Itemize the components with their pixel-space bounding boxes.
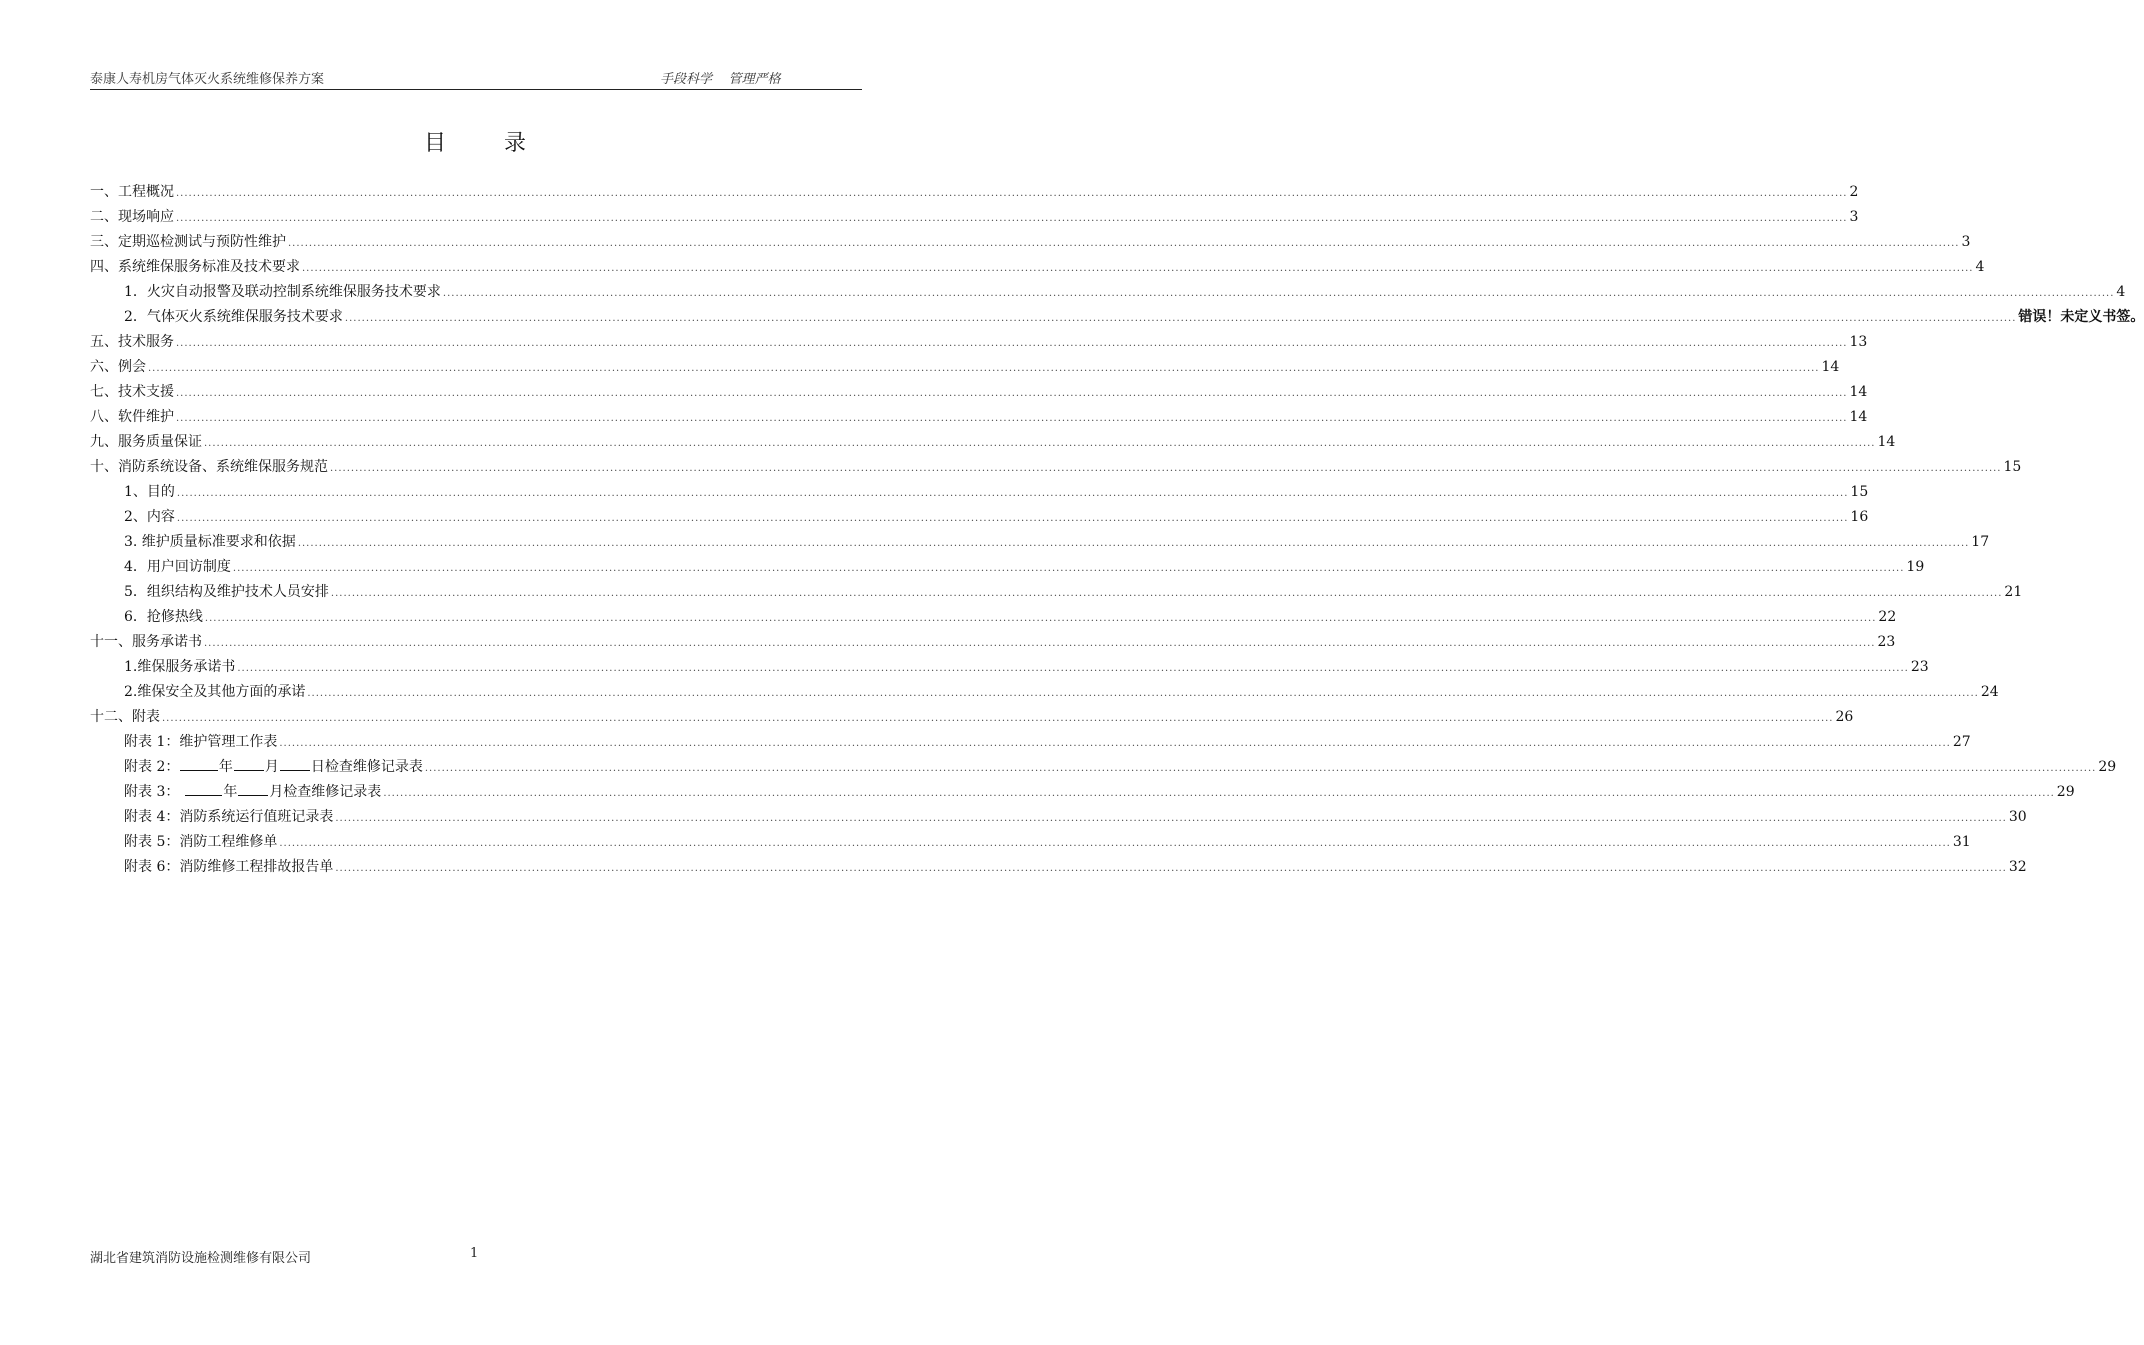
toc-entry[interactable] xyxy=(90,830,1971,855)
toc-entry[interactable] xyxy=(90,805,2027,830)
toc-page-number: 23 xyxy=(1910,659,1929,675)
toc-entry-text: 八、软件维护 xyxy=(90,409,174,425)
toc-entry-text: 2、内容 xyxy=(124,509,175,525)
toc-page-number: 23 xyxy=(1877,634,1896,650)
toc-entry[interactable] xyxy=(90,755,2117,780)
toc-page-number: 14 xyxy=(1877,434,1896,450)
toc-error-message: 错误！未定义书签。 xyxy=(2018,309,2144,325)
toc-page-number: 30 xyxy=(2008,809,2027,825)
toc-entry[interactable] xyxy=(90,330,1868,355)
toc-entry[interactable] xyxy=(90,430,1896,455)
toc-dot-leader: ................................................................................................................................................................................................................................................................................................................................................................................................................ xyxy=(204,638,1876,649)
toc-entry-text: 附表 4：消防系统运行值班记录表 xyxy=(124,809,334,825)
toc-entry[interactable] xyxy=(90,780,2075,805)
toc-entry[interactable] xyxy=(90,705,1854,730)
toc-dot-leader: ................................................................................................................................................................................................................................................................................................................................................................................................................ xyxy=(330,588,2003,599)
toc-dot-leader: ................................................................................................................................................................................................................................................................................................................................................................................................................ xyxy=(279,738,1951,749)
toc-dot-leader: ................................................................................................................................................................................................................................................................................................................................................................................................................ xyxy=(232,563,1905,574)
toc-dot-leader: ................................................................................................................................................................................................................................................................................................................................................................................................................ xyxy=(176,188,1848,199)
toc-page-number: 14 xyxy=(1849,409,1868,425)
toc-entry-text: 1、目的 xyxy=(124,484,175,500)
toc-page-number: 32 xyxy=(2008,859,2027,875)
toc-entry[interactable] xyxy=(90,530,1990,555)
toc-dot-leader: ................................................................................................................................................................................................................................................................................................................................................................................................................ xyxy=(176,513,1849,524)
toc-entry[interactable] xyxy=(90,205,1859,230)
toc-entry-text: 附表 2： 年 月 日检查维修记录表 xyxy=(124,755,423,780)
toc-dot-leader: ................................................................................................................................................................................................................................................................................................................................................................................................................ xyxy=(237,663,1909,674)
toc-dot-leader: ................................................................................................................................................................................................................................................................................................................................................................................................................ xyxy=(442,288,2115,299)
toc-entry-text: 十、消防系统设备、系统维保服务规范 xyxy=(90,459,328,475)
toc-entry-text: 二、现场响应 xyxy=(90,209,174,225)
toc-entry-text: 五、技术服务 xyxy=(90,334,174,350)
toc-dot-leader: ................................................................................................................................................................................................................................................................................................................................................................................................................ xyxy=(288,238,1960,249)
toc-entry[interactable] xyxy=(90,355,1840,380)
toc-entry[interactable] xyxy=(90,605,1897,630)
toc-entry-text: 六、例会 xyxy=(90,359,146,375)
toc-page-number: 24 xyxy=(1980,684,1999,700)
toc-entry-text: 十二、附表 xyxy=(90,709,160,725)
toc-page-number: 26 xyxy=(1835,709,1854,725)
toc-page-number: 27 xyxy=(1952,734,1971,750)
toc-entry[interactable] xyxy=(90,455,2022,480)
toc-entry[interactable] xyxy=(90,230,1971,255)
toc-entry-text: 5．组织结构及维护技术人员安排 xyxy=(124,584,329,600)
toc-entry-text: 附表 6：消防维修工程排故报告单 xyxy=(124,859,334,875)
toc-entry-text: 附表 5：消防工程维修单 xyxy=(124,834,278,850)
toc-entry[interactable] xyxy=(90,480,1869,505)
toc-page-number: 15 xyxy=(2003,459,2022,475)
toc-page-number: 3 xyxy=(1961,234,1971,250)
fill-in-blank xyxy=(185,781,223,796)
toc-dot-leader: ................................................................................................................................................................................................................................................................................................................................................................................................................ xyxy=(148,363,1820,374)
toc-dot-leader: ................................................................................................................................................................................................................................................................................................................................................................................................................ xyxy=(383,788,2055,799)
toc-page-number: 19 xyxy=(1906,559,1925,575)
toc-page-number: 3 xyxy=(1849,209,1859,225)
toc-dot-leader: ................................................................................................................................................................................................................................................................................................................................................................................................................ xyxy=(279,838,1951,849)
toc-page-number: 15 xyxy=(1850,484,1869,500)
toc-page-number: 17 xyxy=(1971,534,1990,550)
fill-in-blank xyxy=(238,781,268,796)
page-header xyxy=(90,67,862,90)
toc-page-number: 4 xyxy=(1975,259,1985,275)
toc-entry-text: 2.维保安全及其他方面的承诺 xyxy=(124,684,306,700)
toc-entry[interactable] xyxy=(90,580,2023,605)
header-document-title: 泰康人寿机房气体灭火系统维修保养方案 xyxy=(90,72,325,87)
toc-entry-text: 附表 1：维护管理工作表 xyxy=(124,734,278,750)
toc-entry[interactable] xyxy=(90,855,2027,880)
toc-dot-leader: ................................................................................................................................................................................................................................................................................................................................................................................................................ xyxy=(176,488,1849,499)
toc-dot-leader: ................................................................................................................................................................................................................................................................................................................................................................................................................ xyxy=(176,213,1848,224)
header-slogan: 手段科学 管理严格 xyxy=(660,72,781,87)
fill-in-blank xyxy=(280,756,310,771)
toc-dot-leader: ................................................................................................................................................................................................................................................................................................................................................................................................................ xyxy=(344,313,2017,324)
toc-entry-text: 2．气体灭火系统维保服务技术要求 xyxy=(124,309,343,325)
toc-page-number: 29 xyxy=(2056,784,2075,800)
toc-entry-text: 九、服务质量保证 xyxy=(90,434,202,450)
table-of-contents xyxy=(90,180,2144,880)
toc-dot-leader: ................................................................................................................................................................................................................................................................................................................................................................................................................ xyxy=(204,438,1876,449)
toc-dot-leader: ................................................................................................................................................................................................................................................................................................................................................................................................................ xyxy=(335,863,2007,874)
toc-entry-text: 3. 维护质量标准要求和依据 xyxy=(124,534,296,550)
toc-dot-leader: ................................................................................................................................................................................................................................................................................................................................................................................................................ xyxy=(297,538,1970,549)
toc-entry-text: 七、技术支援 xyxy=(90,384,174,400)
toc-dot-leader: ................................................................................................................................................................................................................................................................................................................................................................................................................ xyxy=(330,463,2002,474)
toc-entry[interactable] xyxy=(90,680,1999,705)
toc-entry[interactable] xyxy=(90,655,1929,680)
toc-entry-text: 4．用户回访制度 xyxy=(124,559,231,575)
toc-page-number: 29 xyxy=(2098,759,2117,775)
toc-entry[interactable] xyxy=(90,730,1971,755)
fill-in-blank xyxy=(180,756,218,771)
toc-entry-text: 附表 3： 年 月检查维修记录表 xyxy=(124,780,381,805)
toc-dot-leader: ................................................................................................................................................................................................................................................................................................................................................................................................................ xyxy=(176,388,1848,399)
toc-entry[interactable] xyxy=(90,630,1896,655)
toc-page-number: 14 xyxy=(1821,359,1840,375)
toc-entry-text: 十一、服务承诺书 xyxy=(90,634,202,650)
toc-page-number: 14 xyxy=(1849,384,1868,400)
toc-dot-leader: ................................................................................................................................................................................................................................................................................................................................................................................................................ xyxy=(162,713,1834,724)
toc-page-number: 31 xyxy=(1952,834,1971,850)
toc-title: 目录 xyxy=(423,131,584,156)
toc-entry[interactable] xyxy=(90,505,1869,530)
toc-entry[interactable] xyxy=(90,280,2126,305)
toc-dot-leader: ................................................................................................................................................................................................................................................................................................................................................................................................................ xyxy=(302,263,1974,274)
toc-dot-leader: ................................................................................................................................................................................................................................................................................................................................................................................................................ xyxy=(424,763,2097,774)
toc-dot-leader: ................................................................................................................................................................................................................................................................................................................................................................................................................ xyxy=(307,688,1979,699)
toc-page-number: 22 xyxy=(1878,609,1897,625)
toc-entry-text: 一、工程概况 xyxy=(90,184,174,200)
toc-page-number: 4 xyxy=(2116,284,2126,300)
toc-entry-text: 三、定期巡检测试与预防性维护 xyxy=(90,234,286,250)
toc-entry-text: 6．抢修热线 xyxy=(124,609,203,625)
toc-entry[interactable] xyxy=(90,380,1868,405)
toc-dot-leader: ................................................................................................................................................................................................................................................................................................................................................................................................................ xyxy=(176,413,1848,424)
toc-entry-text: 四、系统维保服务标准及技术要求 xyxy=(90,259,300,275)
toc-entry-text: 1.维保服务承诺书 xyxy=(124,659,236,675)
footer-page-number: 1 xyxy=(470,1246,479,1261)
toc-page-number: 13 xyxy=(1849,334,1868,350)
toc-page-number: 16 xyxy=(1850,509,1869,525)
toc-page-number: 21 xyxy=(2004,584,2023,600)
toc-entry-text: 1．火灾自动报警及联动控制系统维保服务技术要求 xyxy=(124,284,441,300)
toc-entry[interactable] xyxy=(90,555,1925,580)
toc-dot-leader: ................................................................................................................................................................................................................................................................................................................................................................................................................ xyxy=(335,813,2007,824)
toc-entry[interactable] xyxy=(90,180,1859,205)
toc-entry[interactable] xyxy=(90,255,1985,280)
toc-page-number: 2 xyxy=(1849,184,1859,200)
fill-in-blank xyxy=(234,756,264,771)
toc-entry[interactable] xyxy=(90,305,2144,330)
footer-company: 湖北省建筑消防设施检测维修有限公司 xyxy=(90,1251,312,1266)
toc-entry[interactable] xyxy=(90,405,1868,430)
toc-dot-leader: ................................................................................................................................................................................................................................................................................................................................................................................................................ xyxy=(176,338,1848,349)
toc-dot-leader: ................................................................................................................................................................................................................................................................................................................................................................................................................ xyxy=(204,613,1877,624)
